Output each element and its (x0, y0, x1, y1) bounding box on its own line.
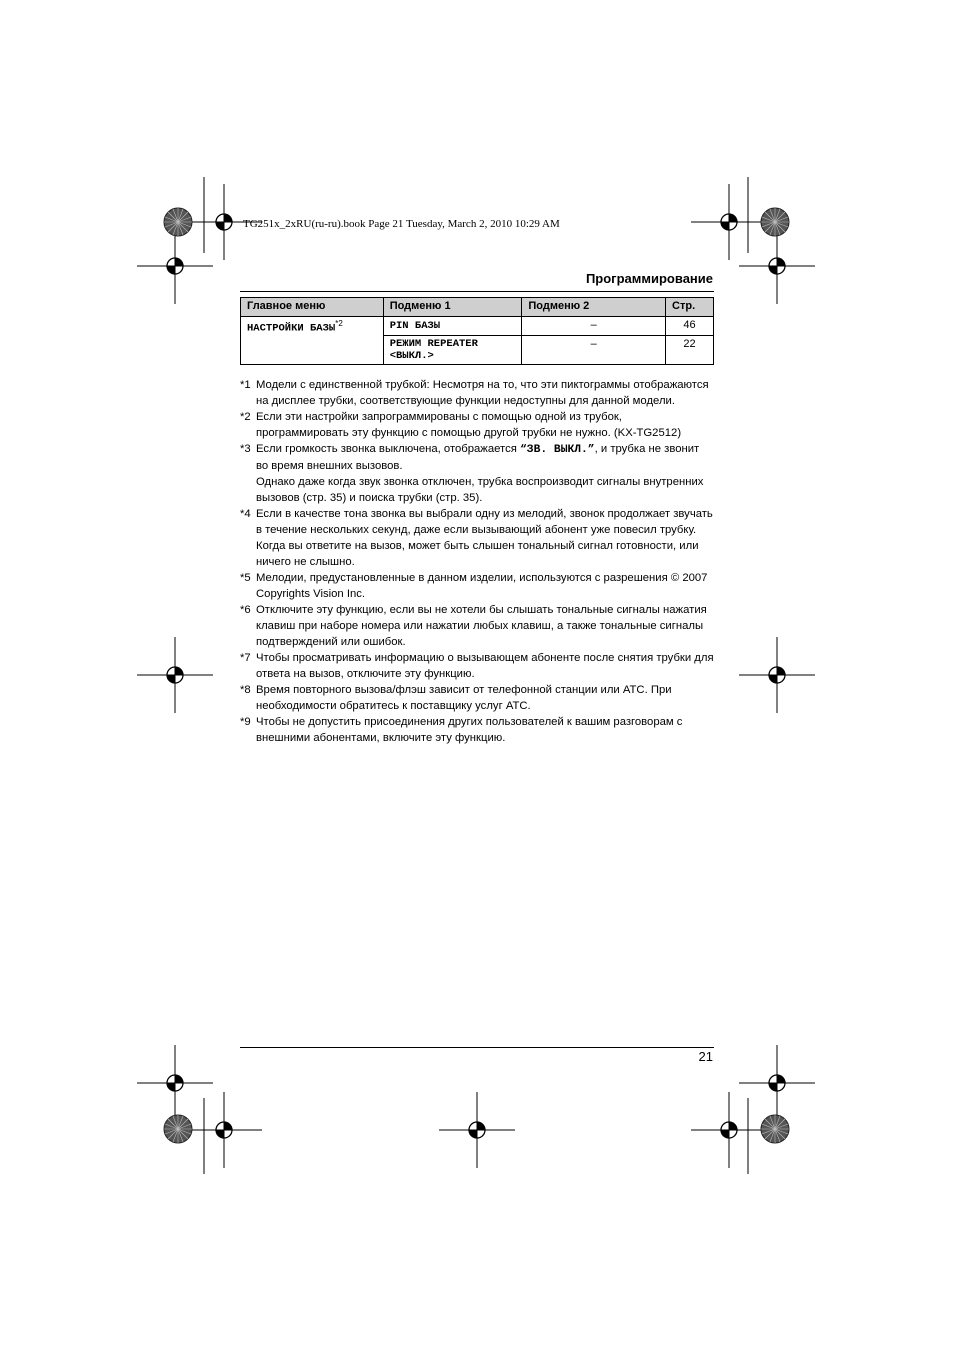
crop-mark-right-top (739, 228, 815, 304)
footnote-text: Модели с единственной трубкой: Несмотря на то, что эти пиктограммы отображаются на дисплее трубки, соответствующие функции недоступны для данной модели. (256, 379, 709, 407)
crop-mark-left-top (137, 228, 213, 304)
crop-mark-right-bottom (739, 1045, 815, 1121)
submenu1-cell (383, 317, 522, 336)
crop-mark-bottom-left (186, 1092, 262, 1174)
footnote (240, 377, 714, 409)
color-target-icon (761, 208, 789, 236)
footnote-mark: *3 (240, 443, 251, 455)
submenu1-value: <ВЫКЛ.> (389, 350, 434, 362)
section-title: Программирование (585, 271, 713, 286)
footnote-text: Если эти настройки запрограммированы с помощью одной из трубок, программировать эту функцию с помощью другой трубки не нужно. (KX-TG2512) (256, 411, 682, 439)
main-menu-label: НАСТРОЙКИ БАЗЫ (247, 322, 336, 335)
main-menu-cell (241, 317, 384, 365)
footnote-ref: *2 (335, 319, 343, 328)
footnote-mark: *8 (240, 684, 251, 696)
footnote-text: Отключите эту функцию, если вы не хотели бы слышать тональные сигналы нажатия клавиш при наборе номера или нажатии любых клавиш, а также тональные сигналы подтверждений или ошибок. (256, 604, 707, 648)
title-rule (240, 291, 714, 292)
footnote-mark: *4 (240, 508, 251, 520)
footnote-text: Чтобы просматривать информацию о вызывающем абоненте после снятия трубки для ответа на вызов, отключите эту функцию. (256, 652, 714, 680)
submenu1-label: PIN БАЗЫ (389, 320, 441, 332)
column-header: Подменю 2 (522, 298, 666, 317)
footnote-mark: *5 (240, 572, 251, 584)
page-ref-cell: 22 (666, 336, 714, 365)
footnote-mark: *2 (240, 411, 251, 423)
submenu2-cell: – (522, 336, 666, 365)
footnote-text: Мелодии, предустановленные в данном изделии, используются с разрешения © 2007 Copyrights Vision Inc. (256, 572, 708, 600)
footer-rule (240, 1047, 714, 1048)
column-header: Главное меню (241, 298, 384, 317)
page-ref-cell: 46 (666, 317, 714, 336)
display-text: “ЗВ. ВЫКЛ.” (520, 444, 595, 456)
footnote-text: Чтобы не допустить присоединения других пользователей к вашим разговорам с внешними абонентами, включите эту функцию. (256, 716, 683, 744)
color-target-icon (164, 208, 192, 236)
book-info: TG251x_2xRU(ru-ru).book Page 21 Tuesday, March 2, 2010 10:29 AM (243, 218, 560, 230)
footnote (240, 714, 714, 746)
submenu1-label: РЕЖИМ REPEATER (389, 338, 478, 350)
footnote-mark: *7 (240, 652, 251, 664)
footnote-mark: *9 (240, 716, 251, 728)
footnote-text: Если в качестве тона звонка вы выбрали одну из мелодий, звонок продолжает звучать в течение нескольких секунд, даже если вызывающий абонент уже повесил трубку. Когда вы ответите на вызов, может быть слышен тональный сигнал готовности, или ничего не слышно. (256, 508, 713, 568)
footnote-mark: *1 (240, 379, 251, 391)
crop-mark-bottom-center (439, 1092, 515, 1168)
settings-menu-table (240, 297, 714, 365)
footnote-text: Время повторного вызова/флэш зависит от телефонной станции или АТС. При необходимости обратитесь к поставщику услуг АТС. (256, 684, 672, 712)
footnotes (240, 377, 714, 746)
crop-mark-left-bottom (137, 1045, 213, 1121)
column-header: Подменю 1 (383, 298, 522, 317)
footnote (240, 441, 714, 506)
footnote (240, 650, 714, 682)
footnote (240, 409, 714, 441)
page-number: 21 (698, 1049, 713, 1064)
table-header-row (241, 298, 714, 317)
crop-mark-top-right (691, 177, 767, 260)
footnote-text: Однако даже когда звук звонка отключен, трубка воспроизводит сигналы внутренних вызовов (стр. 35) и поиска трубки (стр. 35). (256, 476, 704, 504)
footnote (240, 682, 714, 714)
footnote (240, 506, 714, 570)
crop-mark-right-middle (739, 637, 815, 713)
color-target-icon (761, 1115, 789, 1143)
footnote (240, 570, 714, 602)
crop-mark-left-middle (137, 637, 213, 713)
crop-mark-bottom-right (691, 1092, 767, 1174)
submenu2-cell: – (522, 317, 666, 336)
column-header: Стр. (666, 298, 714, 317)
submenu1-cell (383, 336, 522, 365)
color-target-icon (164, 1115, 192, 1143)
table-row (241, 317, 714, 336)
footnote-mark: *6 (240, 604, 251, 616)
footnote (240, 602, 714, 650)
footnote-text: Если громкость звонка выключена, отображается “ЗВ. ВЫКЛ.”, и трубка не звонит во время внешних вызовов. (256, 443, 700, 472)
